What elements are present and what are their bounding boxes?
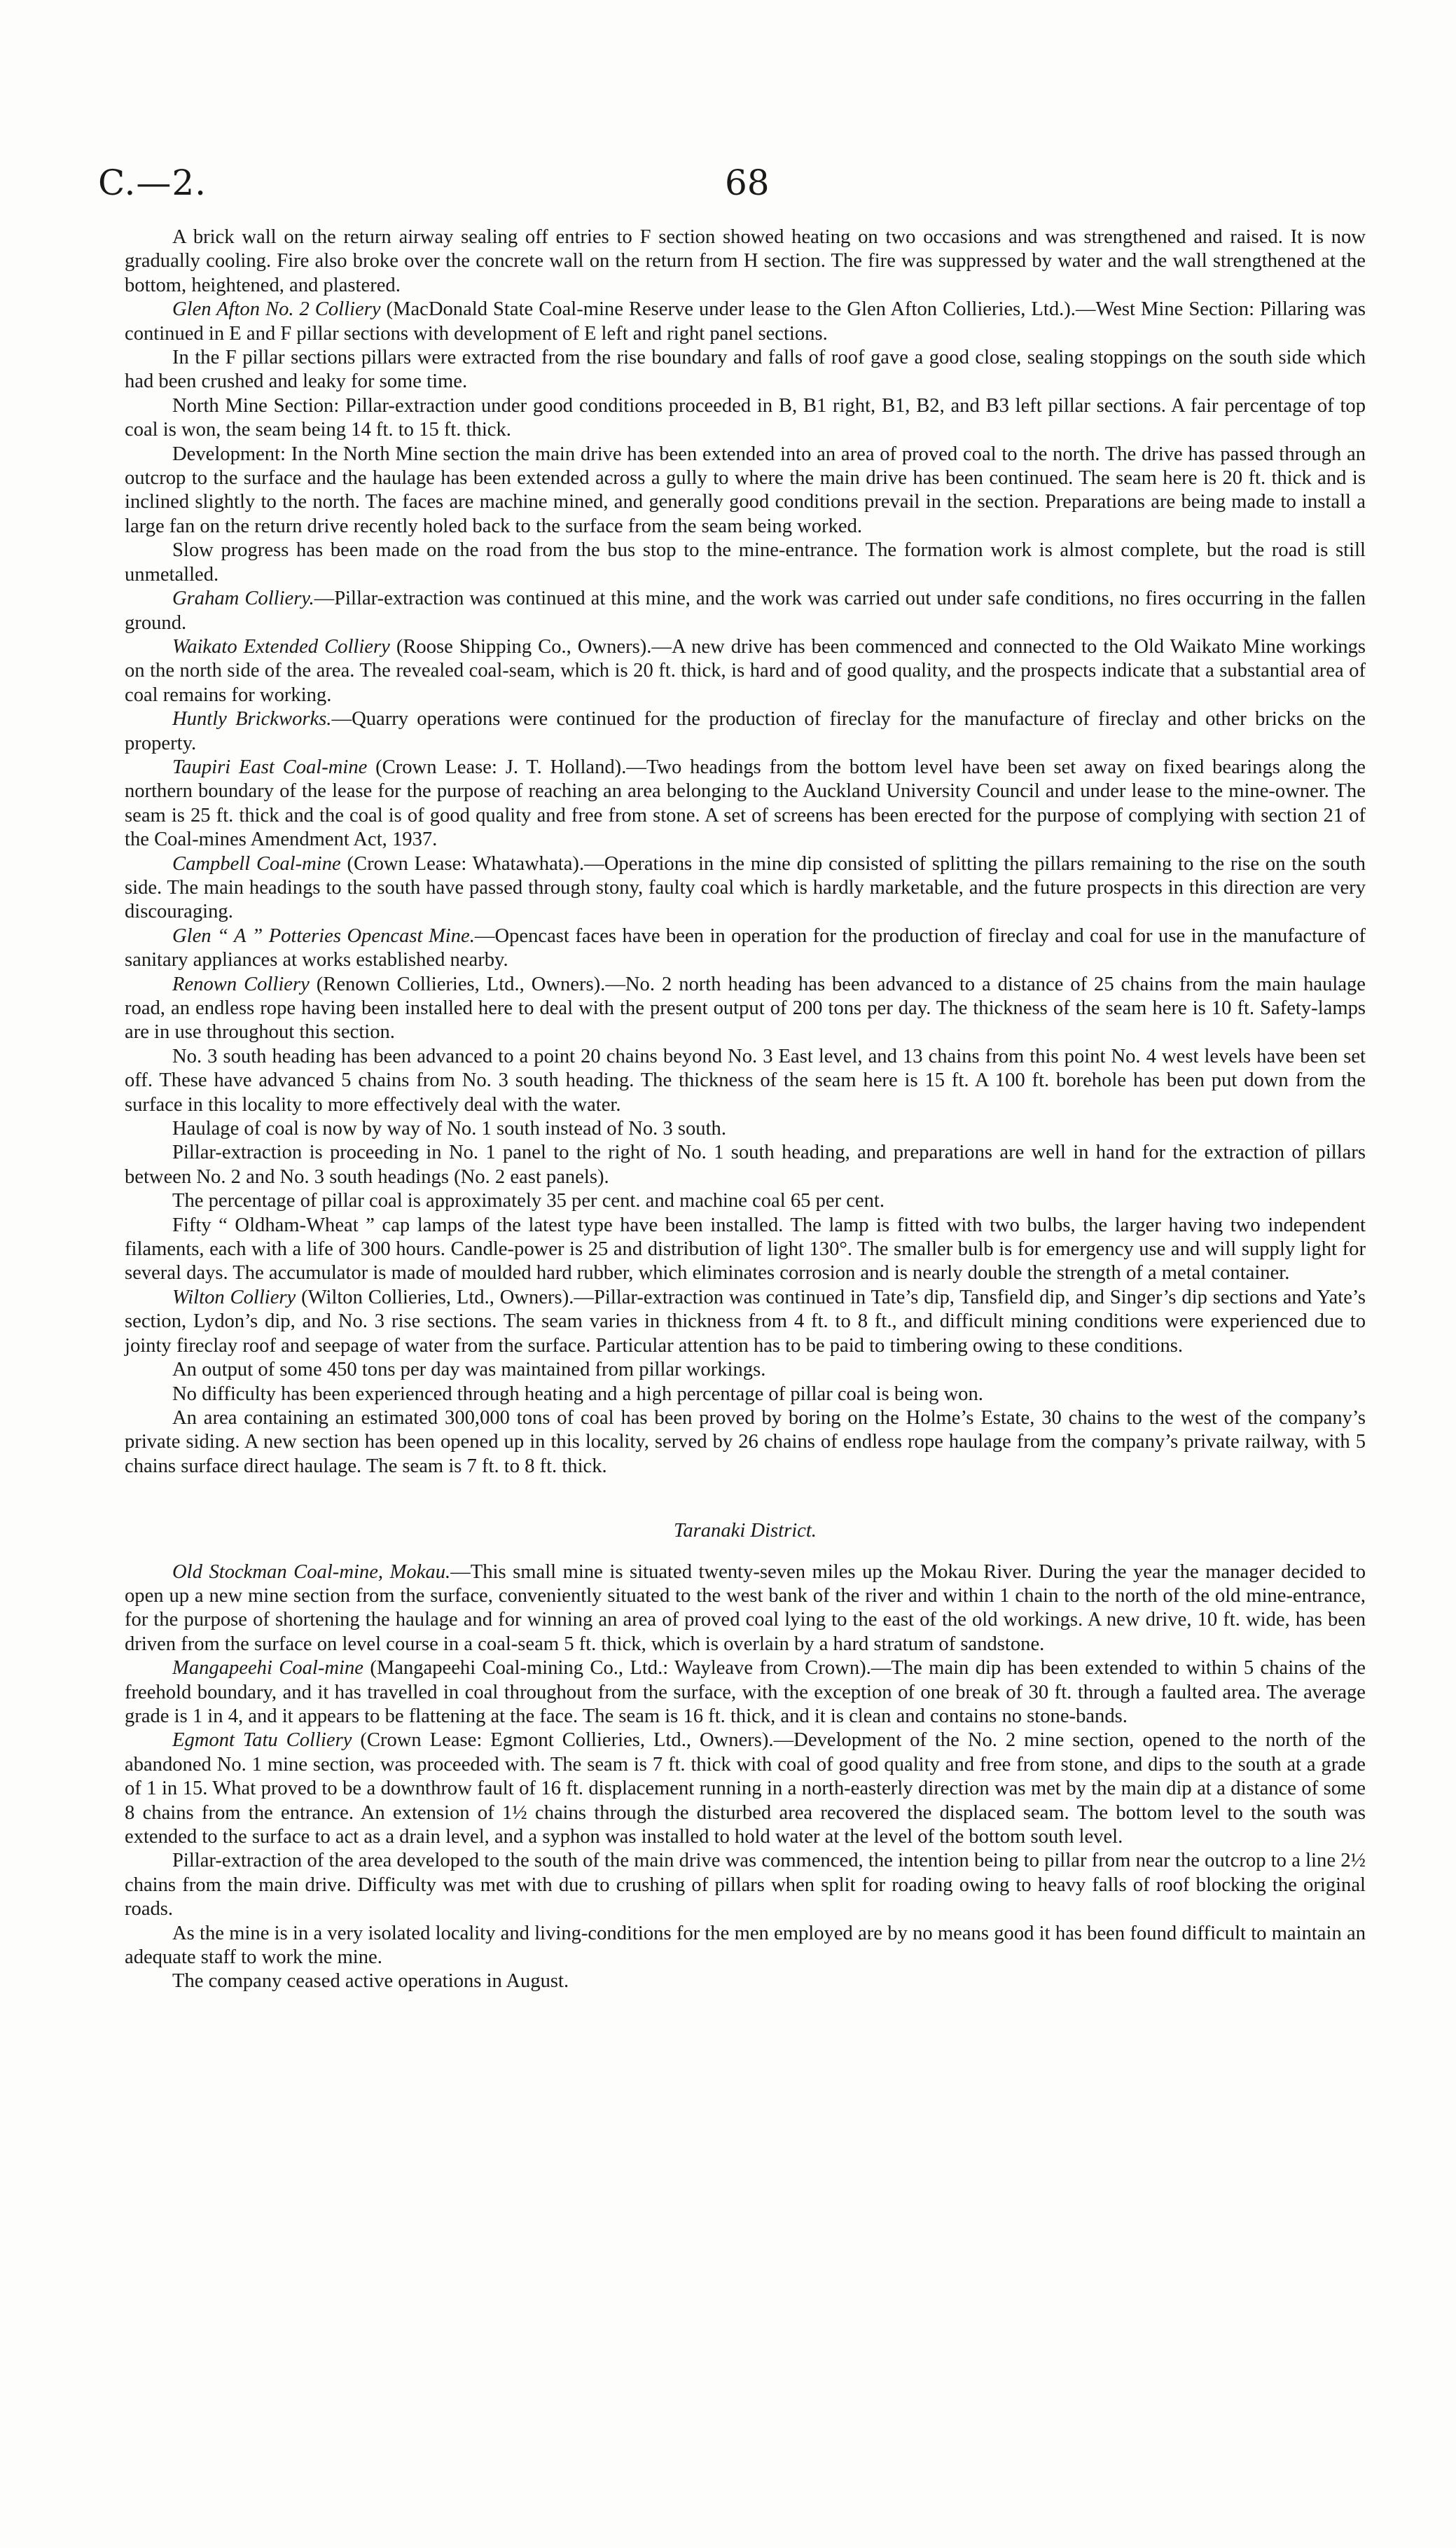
paragraph bbox=[125, 346, 1366, 394]
paragraph bbox=[125, 1358, 1366, 1382]
paragraph-text: An area containing an estimated 300,000 tons of coal has been proved by boring on the Holme’s Estate, 30 chains to the west of the company’s private siding. A new section has been opened up in this locality, served by 26 chains of endless rope haulage from the company’s private railway, with 5 chains surface direct haulage. The seam is 7 ft. to 8 ft. thick. bbox=[125, 1406, 1366, 1477]
district-heading: Taranaki District. bbox=[674, 1520, 817, 1542]
paragraph bbox=[125, 1141, 1366, 1189]
paragraph-text: The company ceased active operations in August. bbox=[172, 1970, 569, 1993]
paragraph-text: Fifty “ Oldham-Wheat ” cap lamps of the latest type have been installed. The lamp is fitted with two bulbs, the larger having two independent filaments, each with a life of 300 hours. Candle-power is 25 and distribution of light 130°. The smaller bulb is for emergency use and will supply light for several days. The accumulator is made of moulded hard rubber, which eliminates corrosion and is nearly double the strength of a metal container. bbox=[125, 1214, 1366, 1285]
paragraph-lead: Renown Colliery bbox=[172, 973, 310, 995]
paragraph-text: Pillar-extraction is proceeding in No. 1 panel to the right of No. 1 south heading, and preparations are well in hand for the extraction of pillars between No. 2 and No. 3 south headings (No. 2 east panels). bbox=[125, 1142, 1366, 1188]
paragraph bbox=[125, 587, 1366, 635]
paragraph-text: —This small mine is situated twenty-seven miles up the Mokau River. During the year the manager decided to open up a new mine section from the surface, conveniently situated to the west bank of the river and within 1 chain to the north of the old mine-entrance, for the purpose of shortening the haulage and for winning an area of proved coal lying to the east of the old workings. A new drive, 10 ft. wide, has been driven from the surface on level course in a coal-seam 5 ft. thick, which is overlain by a hard stratum of sandstone. bbox=[125, 1560, 1366, 1655]
paragraph-text: (Crown Lease: Egmont Collieries, Ltd., Owners).—Development of the No. 2 mine section, opened to the north of the abandoned No. 1 mine section, was proceeded with. The seam is 7 ft. thick with coal of good quality and free from stone, and dips to the south at a grade of 1 in 15. What proved to be a downthrow fault of 16 ft. displacement running in a north-easterly direction was met by the main dip at a distance of some 8 chains from the entrance. An extension of 1½ chains through the disturbed area recovered the displaced seam. The bottom level to the south was extended to the surface to act as a drain level, and a syphon was installed to hold water at the level of the bottom south level. bbox=[125, 1729, 1366, 1848]
district-paragraph bbox=[125, 1729, 1366, 1849]
paragraph-lead: Waikato Extended Colliery bbox=[172, 635, 390, 658]
paragraph-text: (Wilton Collieries, Ltd., Owners).—Pillar-extraction was continued in Tate’s dip, Tansfield dip, and Singer’s dip sections and Yate’s section, Lydon’s dip, and No. 3 rise sections. The seam varies in thickness from 4 ft. to 8 ft., and difficult mining conditions were experienced due to jointy fireclay roof and seepage of water from the surface. Particular attention has to be paid to timbering owing to these conditions. bbox=[125, 1286, 1366, 1357]
paragraph-lead: Taupiri East Coal-mine bbox=[172, 756, 368, 778]
paragraph-text: North Mine Section: Pillar-extraction under good conditions proceeded in B, B1 right, B1, B2, and B3 left pillar sections. A fair percentage of top coal is won, the seam being 14 ft. to 15 ft. thick. bbox=[125, 394, 1366, 441]
paragraph bbox=[125, 1045, 1366, 1117]
paragraph bbox=[125, 226, 1366, 298]
district-paragraph bbox=[125, 1969, 1366, 1993]
paragraph-text: (Crown Lease: Whatawhata).—Operations in the mine dip consisted of splitting the pillars remaining to the rise on the south side. The main headings to the south have passed through stony, faulty coal which is hardly marketable, and the future prospects in this direction are very discouraging. bbox=[125, 852, 1366, 923]
paragraph-text: (Mangapeehi Coal-mining Co., Ltd.: Wayleave from Crown).—The main dip has been extended to within 5 chains of the freehold boundary, and it has travelled in coal throughout from the surface, with the exception of one break of 30 ft. through a faulted area. The average grade is 1 in 4, and it appears to be flattening at the face. The seam is 16 ft. thick, and it is clean and contains no stone-bands. bbox=[125, 1657, 1366, 1727]
paragraph-text: As the mine is in a very isolated locality and living-conditions for the men employed are by no means good it has been found difficult to maintain an adequate staff to work the mine. bbox=[125, 1922, 1366, 1969]
district-paragraph bbox=[125, 1560, 1366, 1657]
report-body bbox=[125, 226, 1366, 1994]
paragraph bbox=[125, 394, 1366, 443]
paragraph-text: Development: In the North Mine section the main drive has been extended into an area of proved coal to the north. The drive has passed through an outcrop to the surface and the haulage has been extended across a gully to where the main drive has been continued. The seam here is 20 ft. thick and is inclined slightly to the north. The faces are machine mined, and generally good conditions prevail in the section. Preparations are being made to install a large fan on the return drive recently holed back to the surface from the seam being worked. bbox=[125, 443, 1366, 537]
paragraph bbox=[125, 1406, 1366, 1479]
paragraph-lead: Glen “ A ” Potteries Opencast Mine. bbox=[172, 925, 475, 947]
paragraph-lead: Glen Afton No. 2 Colliery bbox=[172, 298, 381, 321]
section-reference: C.—2. bbox=[98, 162, 207, 203]
paragraph-text: A brick wall on the return airway sealing off entries to F section showed heating on two occasions and was strengthened and raised. It is now gradually cooling. Fire also broke over the concrete wall on the return from H section. The fire was suppressed by water and the wall strengthened at the bottom, heightened, and plastered. bbox=[125, 226, 1366, 296]
paragraph bbox=[125, 707, 1366, 756]
paragraph bbox=[125, 1214, 1366, 1286]
paragraph bbox=[125, 635, 1366, 707]
paragraph-text: (Crown Lease: J. T. Holland).—Two headings from the bottom level have been set away on fixed bearings along the northern boundary of the lease for the purpose of reaching an area belonging to the Auckland University Council and under lease to the mine-owner. The seam is 25 ft. thick and the coal is of good quality and free from stone. A set of screens has been erected for the purpose of complying with section 21 of the Coal-mines Amendment Act, 1937. bbox=[125, 756, 1366, 851]
paragraph-text: The percentage of pillar coal is approximately 35 per cent. and machine coal 65 per cent. bbox=[172, 1190, 885, 1212]
paragraph-lead: Huntly Brickworks. bbox=[172, 708, 332, 731]
paragraph bbox=[125, 756, 1366, 852]
page-number: 68 bbox=[725, 162, 770, 203]
paragraph-text: (MacDonald State Coal-mine Reserve under lease to the Glen Afton Collieries, Ltd.).—West Mine Section: Pillaring was continued in E and F pillar sections with development of E left and right panel sections. bbox=[125, 298, 1366, 345]
paragraph bbox=[125, 973, 1366, 1045]
paragraph-lead: Wilton Colliery bbox=[172, 1286, 296, 1308]
district-paragraph bbox=[125, 1922, 1366, 1970]
paragraph bbox=[125, 298, 1366, 346]
paragraph bbox=[125, 1117, 1366, 1141]
paragraph-text: Pillar-extraction of the area developed to the south of the main drive was commenced, the intention being to pillar from near the outcrop to a line 2½ chains from the main drive. Difficulty was met with due to crushing of pillars when split for roading owing to heavy falls of roof blocking the original roads. bbox=[125, 1850, 1366, 1920]
paragraph-lead: Egmont Tatu Colliery bbox=[172, 1729, 352, 1752]
paragraph bbox=[125, 443, 1366, 539]
paragraph-text: No difficulty has been experienced through heating and a high percentage of pillar coal is being won. bbox=[172, 1383, 983, 1405]
paragraph-lead: Campbell Coal-mine bbox=[172, 852, 341, 875]
district-paragraph bbox=[125, 1656, 1366, 1729]
paragraph bbox=[125, 1383, 1366, 1406]
paragraph-lead: Graham Colliery. bbox=[172, 588, 314, 610]
paragraph-text: —Pillar-extraction was continued at this mine, and the work was carried out under safe conditions, no fires occurring in the fallen ground. bbox=[125, 588, 1366, 634]
paragraph-text: Slow progress has been made on the road from the bus stop to the mine-entrance. The formation work is almost complete, but the road is still unmetalled. bbox=[125, 539, 1366, 586]
paragraph bbox=[125, 925, 1366, 973]
page-header bbox=[98, 162, 1359, 205]
paragraph-text: (Roose Shipping Co., Owners).—A new drive has been commenced and connected to the Old Waikato Mine workings on the north side of the area. The revealed coal-seam, which is 20 ft. thick, is hard and of good quality, and the prospects indicate that a substantial area of coal remains for working. bbox=[125, 635, 1366, 706]
paragraph bbox=[125, 1189, 1366, 1213]
paragraph-text: —Opencast faces have been in operation for the production of fireclay and coal for use in the manufacture of sanitary appliances at works established nearby. bbox=[125, 925, 1366, 971]
paragraph bbox=[125, 539, 1366, 587]
paragraph bbox=[125, 852, 1366, 925]
paragraph-text: —Quarry operations were continued for the production of fireclay for the manufacture of fireclay and other bricks on the property. bbox=[125, 708, 1366, 754]
paragraph bbox=[125, 1286, 1366, 1358]
paragraph-text: In the F pillar sections pillars were extracted from the rise boundary and falls of roof gave a good close, sealing stoppings on the south side which had been crushed and leaky for some time. bbox=[125, 347, 1366, 393]
district-paragraph bbox=[125, 1849, 1366, 1921]
paragraph-text: Haulage of coal is now by way of No. 1 south instead of No. 3 south. bbox=[172, 1118, 726, 1140]
paragraph-lead: Old Stockman Coal-mine, Mokau. bbox=[172, 1560, 451, 1583]
paragraph-lead: Mangapeehi Coal-mine bbox=[172, 1657, 363, 1680]
paragraph-text: An output of some 450 tons per day was maintained from pillar workings. bbox=[172, 1359, 766, 1381]
paragraph-text: No. 3 south heading has been advanced to a point 20 chains beyond No. 3 East level, and 13 chains from this point No. 4 west levels have been set off. These have advanced 5 chains from No. 3 south heading. The thickness of the seam here is 15 ft. A 100 ft. borehole has been put down from the surface in this locality to more effectively deal with the water. bbox=[125, 1045, 1366, 1116]
paragraph-text: (Renown Collieries, Ltd., Owners).—No. 2 north heading has been advanced to a distance of 25 chains from the main haulage road, an endless rope having been installed here to deal with the present output of 200 tons per day. The thickness of the seam here is 10 ft. Safety-lamps are in use throughout this section. bbox=[125, 973, 1366, 1044]
